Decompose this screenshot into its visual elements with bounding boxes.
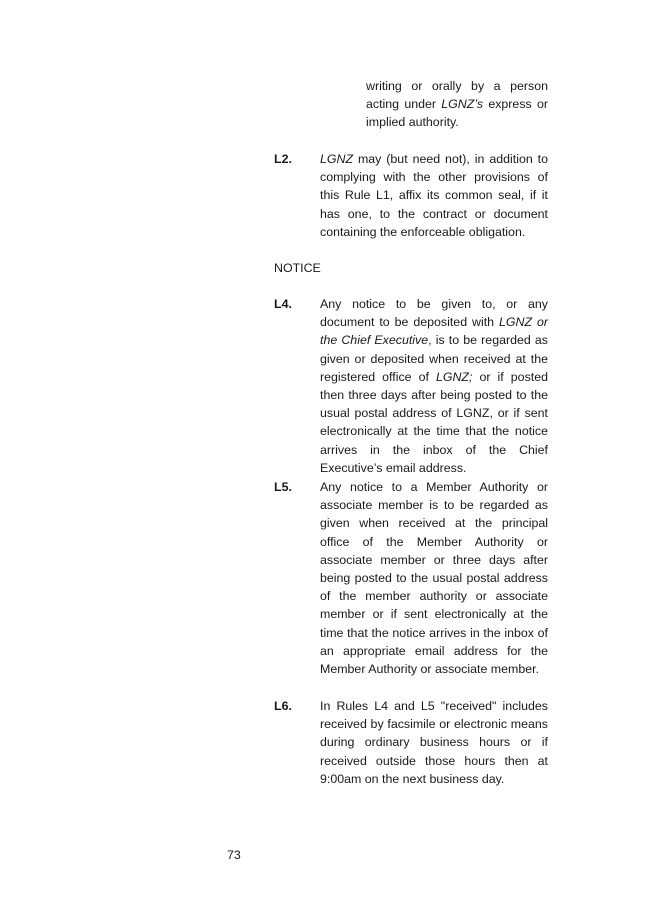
continued-text-start: writing or orally by a person acting under <box>366 79 548 112</box>
rule-l4-part2: , is to be regarded as given or deposited when received at the registered office of <box>320 333 548 384</box>
rule-label-l2: L2. <box>274 152 292 166</box>
page-number: 73 <box>227 848 241 862</box>
rule-l4-part1: Any notice to be given to, or any document to be deposited with <box>320 297 548 330</box>
rule-l2-body: may (but need not), in addition to complying with the other provisions of this Rule L1, affix its common seal, if it has one, to the contract or document containing the enforceable obligation. <box>320 152 548 239</box>
rule-text-l2 <box>320 150 548 241</box>
rule-text-l4 <box>320 295 548 477</box>
rule-l2-italic: LGNZ <box>320 152 354 166</box>
continued-text-italic: LGNZ’s <box>441 97 484 112</box>
rule-l4-part3: or if posted then three days after being posted to the usual postal address of LGNZ, or if sent electronically at the time that the notice arrives in the inbox of the Chief Executive’s email address. <box>320 369 548 475</box>
rule-label-l4: L4. <box>274 297 292 311</box>
rule-l4-italic2: LGNZ; <box>435 369 473 384</box>
rule-label-l6: L6. <box>274 699 292 713</box>
section-heading-notice: NOTICE <box>274 261 321 275</box>
rule-text-l6: In Rules L4 and L5 "received" includes received by facsimile or electronic means during ordinary business hours or if received outside those hours then at 9:00am on the next business day. <box>320 699 548 786</box>
rule-text-l5: Any notice to a Member Authority or associate member is to be regarded as given when received at the principal office of the Member Authority or associate member or three days after being posted to the usual postal address of the member authority or associate member or if sent electronically at the time that the notice arrives in the inbox of an appropriate email address for the Member Authority or associate member. <box>320 480 548 677</box>
rule-label-l5: L5. <box>274 480 292 494</box>
continued-paragraph <box>366 77 548 132</box>
continued-text-end: express or implied authority. <box>366 97 548 130</box>
rule-l4-italic1: LGNZ or the Chief Executive <box>320 315 549 348</box>
